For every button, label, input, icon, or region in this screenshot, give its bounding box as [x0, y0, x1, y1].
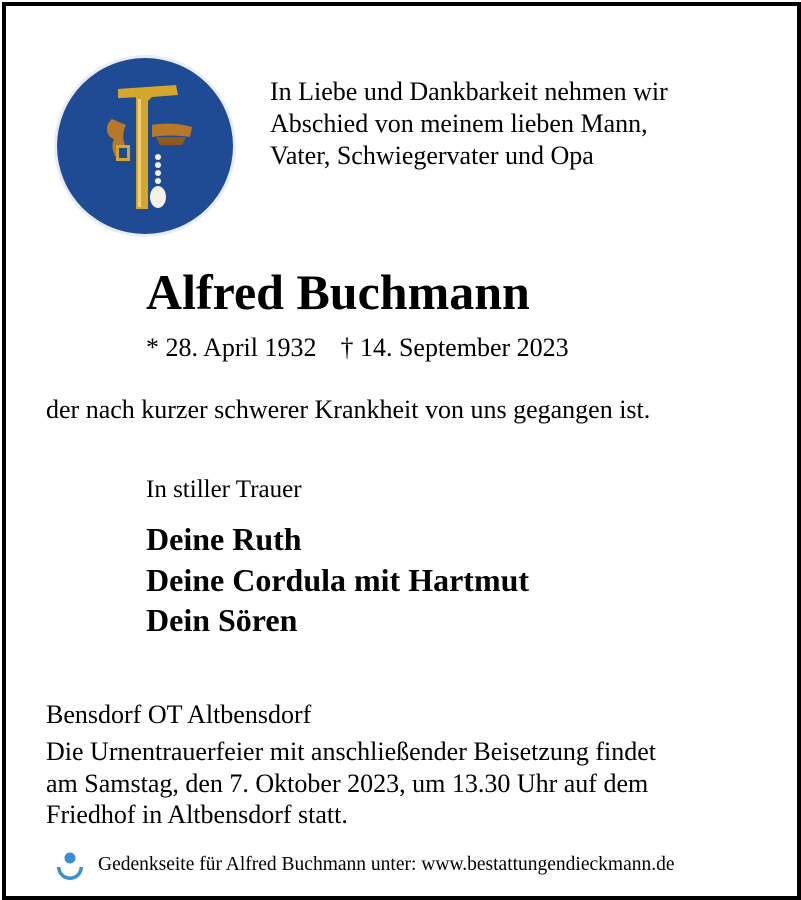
funeral-notice — [46, 736, 656, 831]
mourner-name: Dein Sören — [146, 602, 298, 638]
memorial-footer[interactable] — [52, 847, 675, 883]
place-name: Bensdorf OT Altbensdorf — [46, 700, 312, 729]
intro-text — [270, 76, 770, 172]
memorial-link-text[interactable]: Gedenkseite für Alfred Buchmann unter: www.bestattungendieckmann.de — [98, 854, 675, 875]
intro-line: In Liebe und Dankbarkeit nehmen wir — [270, 77, 668, 106]
funeral-line: Friedhof in Altbensdorf statt. — [46, 800, 348, 829]
intro-line: Vater, Schwiegervater und Opa — [270, 141, 594, 170]
mourning-intro: In stiller Trauer — [146, 476, 302, 503]
passing-text: der nach kurzer schwerer Krankheit von uns gegangen ist. — [46, 395, 651, 424]
mourner-name: Deine Cordula mit Hartmut — [146, 561, 530, 598]
mourners-list — [146, 519, 529, 641]
intro-line: Abschied von meinem lieben Mann, — [270, 109, 648, 138]
deceased-name: Alfred Buchmann — [146, 264, 530, 320]
mourner-name: Deine Ruth — [146, 521, 302, 557]
life-dates — [146, 332, 569, 364]
funeral-line: am Samstag, den 7. Oktober 2023, um 13.30 Uhr auf dem — [46, 768, 649, 798]
birth-date: * 28. April 1932 — [146, 333, 317, 362]
funeral-line: Die Urnentrauerfeier mit anschließender Beisetzung findet — [46, 737, 657, 766]
death-date: † 14. September 2023 — [340, 333, 569, 362]
miner-emblem-icon — [52, 53, 238, 239]
memorial-web-icon — [52, 847, 88, 883]
